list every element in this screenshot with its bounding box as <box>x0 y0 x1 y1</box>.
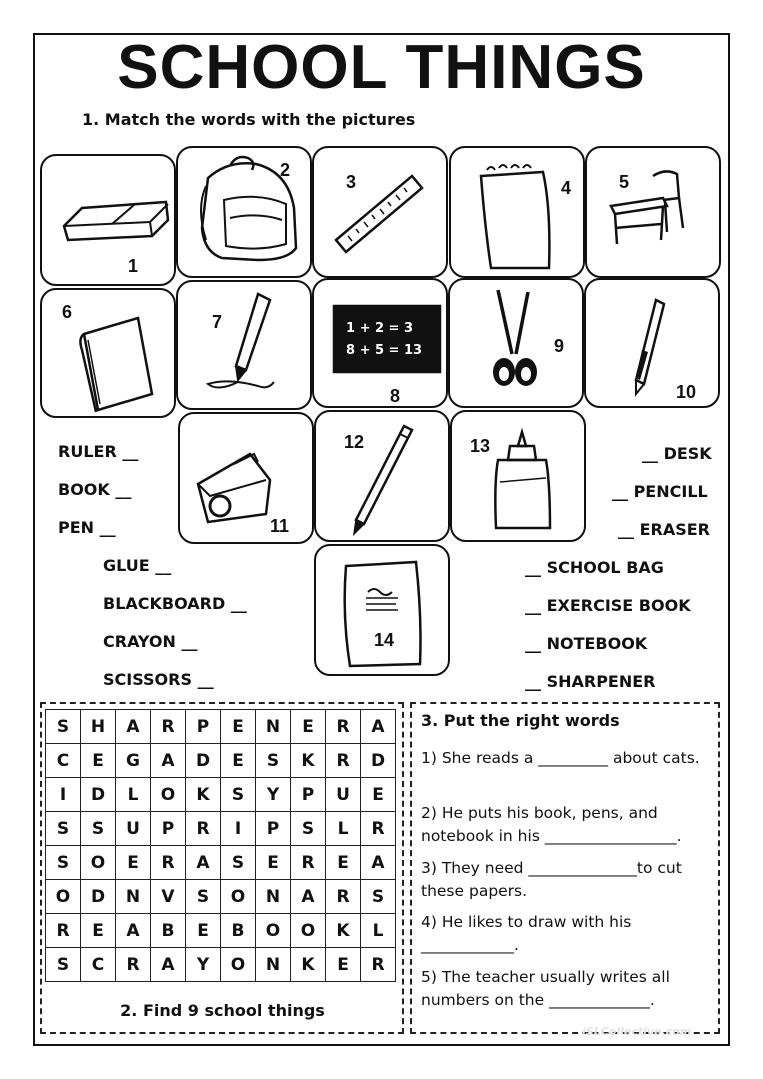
pencil-icon <box>316 412 452 544</box>
picture-card-10 <box>584 278 720 408</box>
crayon-icon <box>178 282 314 412</box>
wordsearch-cell[interactable]: K <box>291 744 326 778</box>
wordsearch-row <box>46 880 396 914</box>
wordsearch-cell[interactable]: O <box>256 914 291 948</box>
wordsearch-cell[interactable]: S <box>291 812 326 846</box>
picture-card-3 <box>312 146 448 278</box>
picture-number: 7 <box>212 312 223 332</box>
wordsearch-cell[interactable]: D <box>361 744 396 778</box>
wordsearch-cell[interactable]: N <box>256 880 291 914</box>
wordsearch-cell[interactable]: S <box>81 812 116 846</box>
wordsearch-row <box>46 914 396 948</box>
wordsearch-cell[interactable]: O <box>81 846 116 880</box>
eraser-icon <box>42 156 178 288</box>
wordsearch-cell[interactable]: L <box>116 778 151 812</box>
wordsearch-cell[interactable]: R <box>151 710 186 744</box>
wordsearch-cell[interactable]: S <box>256 744 291 778</box>
match-word: __ NOTEBOOK <box>525 634 648 653</box>
sentence-2: 2) He puts his book, pens, and notebook in his _________________. <box>421 804 682 845</box>
sharpener-icon <box>180 414 316 546</box>
picture-number: 8 <box>390 386 401 406</box>
picture-card-7 <box>176 280 312 410</box>
wordsearch-row <box>46 710 396 744</box>
match-word: RULER __ <box>58 442 139 461</box>
scissors-icon <box>450 280 586 410</box>
sentence-5: 5) The teacher usually writes all numbers on the _____________. <box>421 968 670 1009</box>
wordsearch-cell[interactable]: V <box>151 880 186 914</box>
picture-card-8 <box>312 278 448 408</box>
picture-number: 2 <box>280 160 291 180</box>
wordsearch-cell[interactable]: S <box>46 846 81 880</box>
wordsearch-cell[interactable]: S <box>46 812 81 846</box>
wordsearch-cell[interactable]: G <box>116 744 151 778</box>
wordsearch-cell[interactable]: P <box>151 812 186 846</box>
match-word: GLUE __ <box>103 556 172 575</box>
picture-number: 4 <box>561 178 572 198</box>
wordsearch-cell[interactable]: E <box>186 914 221 948</box>
match-word: __ EXERCISE BOOK <box>525 596 691 615</box>
pen-icon <box>586 280 722 410</box>
picture-card-1 <box>40 154 176 286</box>
wordsearch-cell[interactable]: O <box>221 948 256 982</box>
section1-instruction: 1. Match the words with the pictures <box>82 110 416 129</box>
blackboard-line-1: 1 + 2 = 3 <box>346 321 414 336</box>
wordsearch-cell[interactable]: O <box>291 914 326 948</box>
wordsearch-cell[interactable]: R <box>326 744 361 778</box>
wordsearch-caption: 2. Find 9 school things <box>120 1001 325 1020</box>
school-bag-icon <box>178 148 314 280</box>
wordsearch-cell[interactable]: A <box>291 880 326 914</box>
wordsearch-cell[interactable]: U <box>116 812 151 846</box>
wordsearch-row <box>46 812 396 846</box>
wordsearch-cell[interactable]: S <box>186 880 221 914</box>
match-word: __ SCHOOL BAG <box>525 558 664 577</box>
wordsearch-cell[interactable]: P <box>186 710 221 744</box>
wordsearch-cell[interactable]: E <box>116 846 151 880</box>
wordsearch-cell[interactable]: S <box>46 710 81 744</box>
wordsearch-cell[interactable]: B <box>151 914 186 948</box>
wordsearch-cell[interactable]: O <box>46 880 81 914</box>
wordsearch-cell[interactable]: U <box>326 778 361 812</box>
wordsearch-cell[interactable]: R <box>151 846 186 880</box>
wordsearch-cell[interactable]: C <box>46 744 81 778</box>
wordsearch-cell[interactable]: E <box>221 710 256 744</box>
picture-card-4 <box>449 146 585 278</box>
picture-card-2 <box>176 146 312 278</box>
wordsearch-cell[interactable]: B <box>221 914 256 948</box>
wordsearch-cell[interactable]: E <box>256 846 291 880</box>
wordsearch-cell[interactable]: D <box>81 778 116 812</box>
wordsearch-row <box>46 948 396 982</box>
match-word: __ DESK <box>642 444 712 463</box>
wordsearch-cell[interactable]: P <box>291 778 326 812</box>
wordsearch-cell[interactable]: N <box>116 880 151 914</box>
wordsearch-cell[interactable]: E <box>326 948 361 982</box>
wordsearch-cell[interactable]: Y <box>186 948 221 982</box>
sentence-3: 3) They need ______________to cut these papers. <box>421 859 682 900</box>
blackboard-line-2: 8 + 5 = 13 <box>346 343 423 358</box>
match-word: BOOK __ <box>58 480 132 499</box>
worksheet-title: SCHOOL THINGS <box>117 33 646 102</box>
wordsearch-cell[interactable]: S <box>361 880 396 914</box>
wordsearch-cell[interactable]: A <box>361 710 396 744</box>
wordsearch-cell[interactable]: E <box>361 778 396 812</box>
picture-card-9 <box>448 278 584 408</box>
ruler-icon <box>314 148 450 280</box>
wordsearch-row <box>46 846 396 880</box>
wordsearch-cell[interactable]: R <box>361 948 396 982</box>
wordsearch-cell[interactable]: A <box>151 744 186 778</box>
wordsearch-cell[interactable]: E <box>221 744 256 778</box>
wordsearch-cell[interactable]: D <box>81 880 116 914</box>
section3-title: 3. Put the right words <box>421 711 620 730</box>
picture-card-6 <box>40 288 176 418</box>
wordsearch-cell[interactable]: K <box>326 914 361 948</box>
wordsearch-cell[interactable]: R <box>116 948 151 982</box>
blackboard-icon <box>314 280 450 410</box>
match-word: CRAYON __ <box>103 632 198 651</box>
wordsearch-cell[interactable]: E <box>326 846 361 880</box>
wordsearch-cell[interactable]: H <box>81 710 116 744</box>
picture-card-5 <box>585 146 721 278</box>
match-word: SCISSORS __ <box>103 670 214 689</box>
wordsearch-cell[interactable]: R <box>361 812 396 846</box>
picture-number: 11 <box>270 516 290 536</box>
wordsearch-cell[interactable]: S <box>46 948 81 982</box>
wordsearch-cell[interactable]: R <box>291 846 326 880</box>
wordsearch-cell[interactable]: O <box>221 880 256 914</box>
match-word: PEN __ <box>58 518 116 537</box>
watermark: iSLCollective.com <box>582 1025 692 1038</box>
picture-card-12 <box>314 410 450 542</box>
wordsearch-cell[interactable]: L <box>326 812 361 846</box>
notebook-icon <box>451 148 587 280</box>
wordsearch-grid <box>45 709 396 982</box>
picture-number: 9 <box>554 336 565 356</box>
wordsearch-cell[interactable]: L <box>361 914 396 948</box>
glue-icon <box>452 412 588 544</box>
match-word: __ PENCILL <box>612 482 708 501</box>
wordsearch-cell[interactable]: R <box>186 812 221 846</box>
wordsearch-cell[interactable]: A <box>116 914 151 948</box>
wordsearch-cell[interactable]: A <box>186 846 221 880</box>
picture-card-14 <box>314 544 450 676</box>
wordsearch-cell[interactable]: R <box>326 710 361 744</box>
wordsearch-cell[interactable]: S <box>221 846 256 880</box>
wordsearch-cell[interactable]: A <box>116 710 151 744</box>
wordsearch-cell[interactable]: E <box>81 914 116 948</box>
wordsearch-cell[interactable]: A <box>361 846 396 880</box>
picture-number: 5 <box>619 172 630 192</box>
wordsearch-cell[interactable]: I <box>221 812 256 846</box>
picture-number: 13 <box>470 436 491 456</box>
picture-number: 1 <box>128 256 139 276</box>
wordsearch-cell[interactable]: P <box>256 812 291 846</box>
wordsearch-cell[interactable]: D <box>186 744 221 778</box>
match-word: __ SHARPENER <box>525 672 656 691</box>
wordsearch-cell[interactable]: A <box>151 948 186 982</box>
picture-number: 3 <box>346 172 357 192</box>
picture-card-11 <box>178 412 314 544</box>
desk-icon <box>587 148 723 280</box>
picture-number: 6 <box>62 302 73 322</box>
wordsearch-row <box>46 778 396 812</box>
exercise-book-icon <box>316 546 452 678</box>
wordsearch-cell[interactable]: Y <box>256 778 291 812</box>
wordsearch-cell[interactable]: S <box>221 778 256 812</box>
wordsearch-cell[interactable]: I <box>46 778 81 812</box>
sentence-4: 4) He likes to draw with his ____________. <box>421 913 632 954</box>
wordsearch-cell[interactable]: N <box>256 948 291 982</box>
picture-card-13 <box>450 410 586 542</box>
wordsearch-cell[interactable]: K <box>186 778 221 812</box>
match-word: BLACKBOARD __ <box>103 594 247 613</box>
wordsearch-row <box>46 744 396 778</box>
picture-number: 10 <box>676 382 697 402</box>
wordsearch-cell[interactable]: O <box>151 778 186 812</box>
wordsearch-cell[interactable]: R <box>46 914 81 948</box>
wordsearch-cell[interactable]: R <box>326 880 361 914</box>
match-word: __ ERASER <box>618 520 710 539</box>
wordsearch-cell[interactable]: K <box>291 948 326 982</box>
wordsearch-cell[interactable]: C <box>81 948 116 982</box>
picture-number: 14 <box>374 630 395 650</box>
sentence-1: 1) She reads a _________ about cats. <box>421 749 700 767</box>
picture-number: 12 <box>344 432 365 452</box>
wordsearch-cell[interactable]: E <box>81 744 116 778</box>
wordsearch-cell[interactable]: E <box>291 710 326 744</box>
wordsearch-cell[interactable]: N <box>256 710 291 744</box>
